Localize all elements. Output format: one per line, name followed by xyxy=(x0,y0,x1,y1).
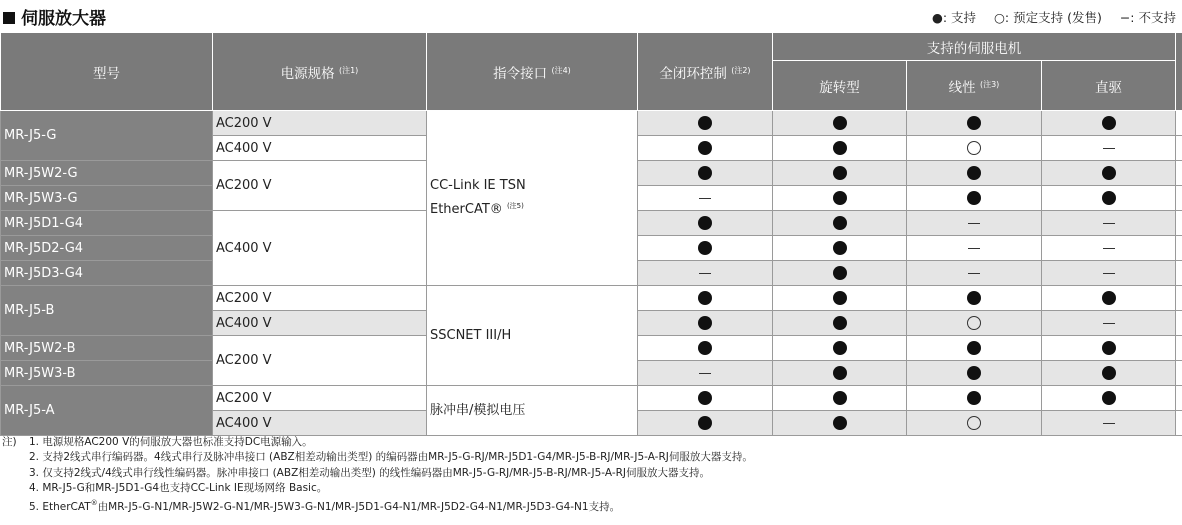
header-model: 型号 xyxy=(1,33,213,111)
supported-icon xyxy=(1102,391,1116,405)
symbol-cell xyxy=(773,336,907,361)
page-title-text: 伺服放大器 xyxy=(21,9,106,29)
legend-planned: ○: 预定支持 (发售) xyxy=(994,10,1102,25)
edge-cell xyxy=(1176,361,1182,386)
model-cell: MR-J5-A xyxy=(1,386,213,436)
model-cell: MR-J5W2-G xyxy=(1,161,213,186)
model-cell: MR-J5W2-B xyxy=(1,336,213,361)
command-ethercat: EtherCAT® $^{(注5)}$ xyxy=(430,202,524,217)
symbol-cell xyxy=(773,386,907,411)
symbol-cell xyxy=(638,286,773,311)
supported-icon xyxy=(833,166,847,180)
table-row xyxy=(1,111,1182,136)
supported-icon xyxy=(1102,116,1116,130)
symbol-legend xyxy=(918,8,1176,26)
edge-cell xyxy=(1176,286,1182,311)
supported-icon xyxy=(833,341,847,355)
symbol-cell xyxy=(1042,236,1176,261)
supported-icon xyxy=(698,416,712,430)
symbol-cell xyxy=(1042,311,1176,336)
unsupported-icon xyxy=(1103,423,1115,424)
supported-icon xyxy=(833,141,847,155)
legend-supported: ●: 支持 xyxy=(931,10,977,25)
model-cell: MR-J5D2-G4 xyxy=(1,236,213,261)
symbol-cell xyxy=(1042,261,1176,286)
supported-icon xyxy=(698,241,712,255)
header-motors: 支持的伺服电机 xyxy=(773,33,1176,61)
symbol-cell xyxy=(638,186,773,211)
power-cell: AC400 V xyxy=(213,211,427,286)
supported-icon xyxy=(698,316,712,330)
edge-cell xyxy=(1176,411,1182,436)
symbol-cell xyxy=(638,411,773,436)
unsupported-icon xyxy=(699,273,711,274)
model-cell: MR-J5-B xyxy=(1,286,213,336)
supported-icon xyxy=(967,291,981,305)
supported-icon xyxy=(698,116,712,130)
header-direct: 直驱 xyxy=(1042,61,1176,111)
header-edge xyxy=(1176,33,1182,111)
symbol-cell xyxy=(773,211,907,236)
table-row xyxy=(1,286,1182,311)
supported-icon xyxy=(833,291,847,305)
supported-icon xyxy=(833,391,847,405)
symbol-cell xyxy=(907,361,1042,386)
supported-icon xyxy=(833,416,847,430)
supported-icon xyxy=(833,116,847,130)
symbol-cell xyxy=(773,161,907,186)
symbol-cell xyxy=(773,361,907,386)
symbol-cell xyxy=(638,361,773,386)
symbol-cell xyxy=(907,411,1042,436)
symbol-cell xyxy=(1042,361,1176,386)
unsupported-icon xyxy=(1103,223,1115,224)
supported-icon xyxy=(833,241,847,255)
symbol-cell xyxy=(638,236,773,261)
symbol-cell xyxy=(638,386,773,411)
symbol-cell xyxy=(907,186,1042,211)
symbol-cell xyxy=(1042,386,1176,411)
edge-cell xyxy=(1176,111,1182,136)
table-row xyxy=(1,386,1182,411)
symbol-cell xyxy=(907,236,1042,261)
unsupported-icon xyxy=(968,273,980,274)
symbol-cell xyxy=(1042,161,1176,186)
supported-icon xyxy=(833,366,847,380)
edge-cell xyxy=(1176,261,1182,286)
supported-icon xyxy=(967,116,981,130)
unsupported-icon xyxy=(968,248,980,249)
supported-icon xyxy=(967,391,981,405)
footnote-5: 5. EtherCAT®由MR-J5-G-N1/MR-J5W2-G-N1/MR-J5W3-G-N1/MR-J5D1-G4-N1/MR-J5D2-G4-N1/MR-J5D3-G4-N1支持。 xyxy=(29,499,621,514)
unsupported-icon xyxy=(1103,248,1115,249)
unsupported-icon xyxy=(1103,273,1115,274)
supported-icon xyxy=(1102,191,1116,205)
planned-icon xyxy=(967,416,981,430)
symbol-cell xyxy=(773,311,907,336)
supported-icon xyxy=(698,291,712,305)
supported-icon xyxy=(698,141,712,155)
footnote-1: 1. 电源规格AC200 V的伺服放大器也标准支持DC电源输入。 xyxy=(29,436,313,448)
symbol-cell xyxy=(638,311,773,336)
edge-cell xyxy=(1176,336,1182,361)
symbol-cell xyxy=(638,211,773,236)
planned-icon xyxy=(967,141,981,155)
supported-icon xyxy=(1102,291,1116,305)
model-cell: MR-J5D1-G4 xyxy=(1,211,213,236)
symbol-cell xyxy=(907,286,1042,311)
unsupported-icon xyxy=(1103,323,1115,324)
header-power: 电源规格 $^{(注1)}$ xyxy=(213,33,427,111)
supported-icon xyxy=(1102,341,1116,355)
supported-icon xyxy=(967,166,981,180)
edge-cell xyxy=(1176,186,1182,211)
page-title xyxy=(3,4,106,29)
symbol-cell xyxy=(773,261,907,286)
power-cell: AC200 V xyxy=(213,336,427,386)
edge-cell xyxy=(1176,211,1182,236)
symbol-cell xyxy=(907,111,1042,136)
supported-icon xyxy=(967,366,981,380)
supported-icon xyxy=(698,391,712,405)
footnote-3: 3. 仅支持2线式/4线式串行线性编码器。脉冲串接口 (ABZ相差动输出类型) 的线性编码器由MR-J5-G-RJ/MR-J5-B-RJ/MR-J5-A-RJ伺服放大器支持。 xyxy=(29,466,710,479)
footnote-2: 2. 支持2线式串行编码器。4线式串行及脉冲串接口 (ABZ相差动输出类型) 的编码器由MR-J5-G-RJ/MR-J5D1-G4/MR-J5-B-RJ/MR-J5-A-RJ伺服放大器支持。 xyxy=(29,451,753,464)
command-cclink: CC-Link IE TSN xyxy=(430,178,526,193)
symbol-cell xyxy=(907,211,1042,236)
legend-unsupported: −: 不支持 xyxy=(1119,10,1176,25)
symbol-cell xyxy=(773,411,907,436)
supported-icon xyxy=(967,191,981,205)
supported-icon xyxy=(833,216,847,230)
symbol-cell xyxy=(773,286,907,311)
symbol-cell xyxy=(1042,136,1176,161)
supported-icon xyxy=(967,341,981,355)
supported-icon xyxy=(833,316,847,330)
planned-icon xyxy=(967,316,981,330)
unsupported-icon xyxy=(968,223,980,224)
power-cell: AC200 V xyxy=(213,161,427,211)
footnotes-lead: 注) xyxy=(2,436,17,448)
command-cell: SSCNET III/H xyxy=(427,286,638,386)
symbol-cell xyxy=(773,111,907,136)
symbol-cell xyxy=(1042,411,1176,436)
model-cell: MR-J5-G xyxy=(1,111,213,161)
model-cell: MR-J5W3-B xyxy=(1,361,213,386)
power-cell: AC400 V xyxy=(213,136,427,161)
symbol-cell xyxy=(638,336,773,361)
footnotes xyxy=(2,435,753,515)
header-closed-loop: 全闭环控制 $^{(注2)}$ xyxy=(638,33,773,111)
symbol-cell xyxy=(907,261,1042,286)
symbol-cell xyxy=(773,236,907,261)
edge-cell xyxy=(1176,161,1182,186)
supported-icon xyxy=(698,341,712,355)
header-rotary: 旋转型 xyxy=(773,61,907,111)
power-cell: AC400 V xyxy=(213,311,427,336)
symbol-cell xyxy=(907,386,1042,411)
symbol-cell xyxy=(1042,211,1176,236)
edge-cell xyxy=(1176,136,1182,161)
edge-cell xyxy=(1176,386,1182,411)
symbol-cell xyxy=(907,311,1042,336)
unsupported-icon xyxy=(699,373,711,374)
servo-amplifier-table xyxy=(0,32,1182,436)
supported-icon xyxy=(698,216,712,230)
header-command: 指令接口 $^{(注4)}$ xyxy=(427,33,638,111)
symbol-cell xyxy=(907,136,1042,161)
supported-icon xyxy=(1102,166,1116,180)
edge-cell xyxy=(1176,236,1182,261)
model-cell: MR-J5D3-G4 xyxy=(1,261,213,286)
symbol-cell xyxy=(1042,186,1176,211)
symbol-cell xyxy=(638,111,773,136)
supported-icon xyxy=(833,191,847,205)
command-cell xyxy=(427,111,638,286)
command-cell: 脉冲串/模拟电压 xyxy=(427,386,638,436)
symbol-cell xyxy=(773,186,907,211)
symbol-cell xyxy=(638,161,773,186)
power-cell: AC200 V xyxy=(213,111,427,136)
footnote-4: 4. MR-J5-G和MR-J5D1-G4也支持CC-Link IE现场网络 Basic。 xyxy=(29,481,328,494)
power-cell: AC400 V xyxy=(213,411,427,436)
symbol-cell xyxy=(638,136,773,161)
supported-icon xyxy=(833,266,847,280)
symbol-cell xyxy=(907,161,1042,186)
edge-cell xyxy=(1176,311,1182,336)
power-cell: AC200 V xyxy=(213,386,427,411)
symbol-cell xyxy=(907,336,1042,361)
header-linear: 线性 $^{(注3)}$ xyxy=(907,61,1042,111)
unsupported-icon xyxy=(699,198,711,199)
symbol-cell xyxy=(1042,111,1176,136)
power-cell: AC200 V xyxy=(213,286,427,311)
symbol-cell xyxy=(638,261,773,286)
model-cell: MR-J5W3-G xyxy=(1,186,213,211)
supported-icon xyxy=(1102,366,1116,380)
square-bullet-icon xyxy=(3,12,15,24)
unsupported-icon xyxy=(1103,148,1115,149)
symbol-cell xyxy=(773,136,907,161)
symbol-cell xyxy=(1042,286,1176,311)
symbol-cell xyxy=(1042,336,1176,361)
supported-icon xyxy=(698,166,712,180)
